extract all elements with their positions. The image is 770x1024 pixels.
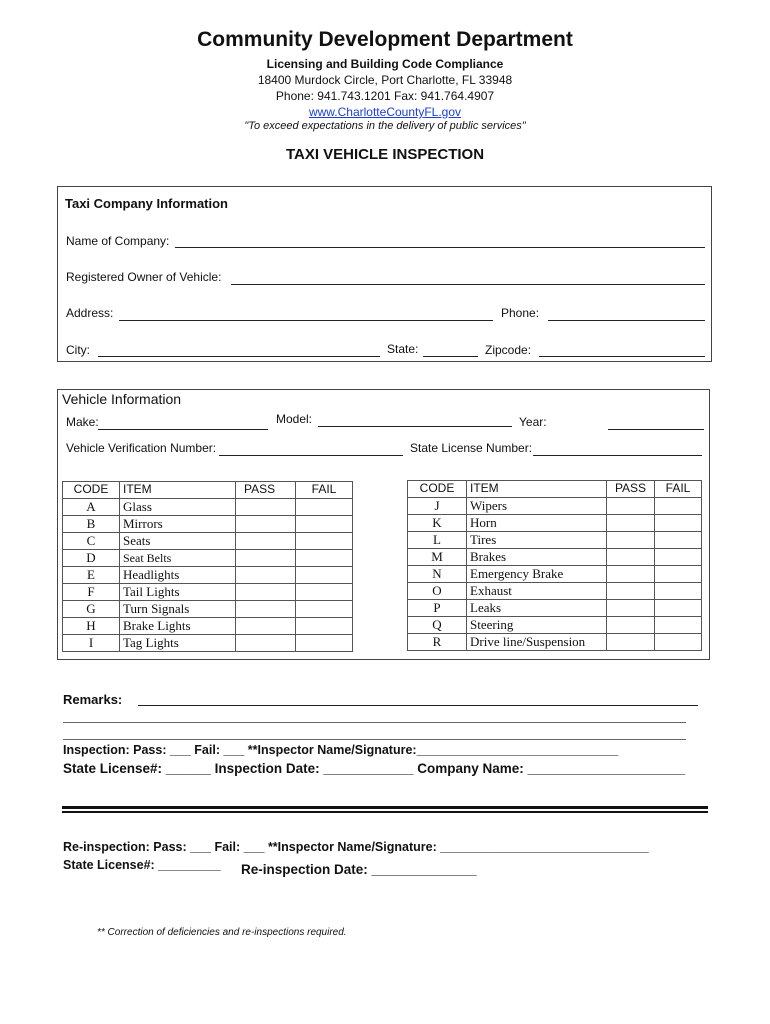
- model-label: Model:: [276, 412, 313, 426]
- item-name: Glass: [120, 499, 236, 516]
- pass-cell[interactable]: [607, 532, 655, 549]
- item-name: Turn Signals: [120, 601, 236, 618]
- item-code: D: [63, 550, 120, 567]
- phone-field[interactable]: [548, 320, 705, 321]
- pass-cell[interactable]: [236, 533, 296, 550]
- fail-cell[interactable]: [655, 600, 702, 617]
- phone-label: Phone:: [501, 306, 540, 320]
- item-name: Emergency Brake: [467, 566, 607, 583]
- city-label: City:: [66, 343, 90, 357]
- item-name: Drive line/Suspension: [467, 634, 607, 651]
- company-name-field[interactable]: [175, 247, 705, 248]
- owner-field[interactable]: [231, 284, 705, 285]
- fail-cell[interactable]: [296, 567, 353, 584]
- item-code: L: [408, 532, 467, 549]
- item-header: ITEM: [120, 482, 236, 499]
- footnote: ** Correction of deficiencies and re-inspections required.: [97, 927, 347, 938]
- fail-cell[interactable]: [296, 601, 353, 618]
- item-code: B: [63, 516, 120, 533]
- fail-cell[interactable]: [296, 499, 353, 516]
- pass-cell[interactable]: [607, 583, 655, 600]
- item-code: O: [408, 583, 467, 600]
- item-name: Headlights: [120, 567, 236, 584]
- fail-cell[interactable]: [655, 583, 702, 600]
- item-code: J: [408, 498, 467, 515]
- fail-cell[interactable]: [655, 566, 702, 583]
- address-label: Address:: [66, 306, 114, 320]
- pass-cell[interactable]: [236, 499, 296, 516]
- item-code: Q: [408, 617, 467, 634]
- fail-header: FAIL: [655, 481, 702, 498]
- vin-label: Vehicle Verification Number:: [66, 441, 217, 455]
- license-number-field[interactable]: [533, 455, 702, 456]
- company-name-label: Name of Company:: [66, 234, 170, 248]
- item-code: M: [408, 549, 467, 566]
- pass-cell[interactable]: [236, 567, 296, 584]
- item-code: N: [408, 566, 467, 583]
- address-field[interactable]: [119, 320, 493, 321]
- remarks-label: Remarks:: [63, 692, 123, 707]
- pass-cell[interactable]: [236, 550, 296, 567]
- pass-cell[interactable]: [607, 566, 655, 583]
- fail-cell[interactable]: [296, 635, 353, 652]
- inspection-table-right: [407, 480, 702, 651]
- remarks-line-3[interactable]: [63, 739, 686, 740]
- division-name: Licensing and Building Code Compliance: [266, 57, 504, 71]
- item-name: Leaks: [467, 600, 607, 617]
- item-name: Tires: [467, 532, 607, 549]
- inspection-table-left: [62, 481, 353, 652]
- item-name: Horn: [467, 515, 607, 532]
- office-address: 18400 Murdock Circle, Port Charlotte, FL 33948: [257, 73, 513, 87]
- pass-header: PASS: [607, 481, 655, 498]
- item-code: H: [63, 618, 120, 635]
- item-name: Brakes: [467, 549, 607, 566]
- pass-cell[interactable]: [607, 515, 655, 532]
- pass-cell[interactable]: [607, 617, 655, 634]
- reinspection-result-line[interactable]: Re-inspection: Pass: ___ Fail: ___ **Inspector Name/Signature: ______________________________: [63, 840, 649, 854]
- item-code: R: [408, 634, 467, 651]
- item-code: E: [63, 567, 120, 584]
- make-label: Make:: [66, 415, 99, 429]
- pass-cell[interactable]: [607, 634, 655, 651]
- inspection-details-line[interactable]: State License#: ______ Inspection Date: ____________ Company Name: _____________________: [63, 761, 686, 776]
- year-field[interactable]: [608, 429, 704, 430]
- pass-cell[interactable]: [236, 635, 296, 652]
- license-number-label: State License Number:: [410, 441, 533, 455]
- item-code: C: [63, 533, 120, 550]
- website-link[interactable]: www.CharlotteCountyFL.gov: [308, 105, 462, 119]
- pass-cell[interactable]: [607, 549, 655, 566]
- item-name: Mirrors: [120, 516, 236, 533]
- remarks-line-2[interactable]: [63, 722, 686, 723]
- item-name: Exhaust: [467, 583, 607, 600]
- item-name: Steering: [467, 617, 607, 634]
- state-label: State:: [387, 342, 419, 356]
- fail-cell[interactable]: [655, 515, 702, 532]
- item-code: A: [63, 499, 120, 516]
- item-name: Tag Lights: [120, 635, 236, 652]
- phone-fax: Phone: 941.743.1201 Fax: 941.764.4907: [275, 89, 495, 103]
- code-header: CODE: [63, 482, 120, 499]
- department-title: Community Development Department: [197, 28, 573, 51]
- zip-label: Zipcode:: [485, 343, 532, 357]
- vehicle-info-heading: Vehicle Information: [62, 391, 182, 407]
- item-code: I: [63, 635, 120, 652]
- item-name: Tail Lights: [120, 584, 236, 601]
- item-name: Wipers: [467, 498, 607, 515]
- fail-cell[interactable]: [655, 549, 702, 566]
- fail-cell[interactable]: [296, 550, 353, 567]
- item-code: K: [408, 515, 467, 532]
- fail-cell[interactable]: [296, 584, 353, 601]
- pass-cell[interactable]: [236, 516, 296, 533]
- fail-cell[interactable]: [655, 532, 702, 549]
- remarks-line-1[interactable]: [138, 705, 698, 706]
- item-code: P: [408, 600, 467, 617]
- make-field[interactable]: [98, 429, 268, 430]
- company-info-heading: Taxi Company Information: [65, 196, 228, 211]
- year-label: Year:: [519, 415, 547, 429]
- item-code: F: [63, 584, 120, 601]
- fail-cell[interactable]: [296, 618, 353, 635]
- fail-cell[interactable]: [655, 617, 702, 634]
- pass-cell[interactable]: [236, 601, 296, 618]
- item-name: Seat Belts: [120, 550, 236, 567]
- reinspection-license[interactable]: State License#: _________: [63, 858, 221, 872]
- inspection-result-line[interactable]: Inspection: Pass: ___ Fail: ___ **Inspector Name/Signature:_____________________________: [63, 743, 619, 757]
- item-header: ITEM: [467, 481, 607, 498]
- form-title: TAXI VEHICLE INSPECTION: [285, 146, 485, 163]
- code-header: CODE: [408, 481, 467, 498]
- item-name: Seats: [120, 533, 236, 550]
- city-field[interactable]: [98, 356, 380, 357]
- zip-field[interactable]: [539, 356, 705, 357]
- fail-cell[interactable]: [296, 533, 353, 550]
- section-divider: [62, 806, 708, 813]
- fail-cell[interactable]: [655, 634, 702, 651]
- model-field[interactable]: [318, 426, 512, 427]
- pass-cell[interactable]: [607, 600, 655, 617]
- fail-cell[interactable]: [296, 516, 353, 533]
- state-field[interactable]: [423, 356, 478, 357]
- fail-header: FAIL: [296, 482, 353, 499]
- item-code: G: [63, 601, 120, 618]
- pass-cell[interactable]: [607, 498, 655, 515]
- vin-field[interactable]: [219, 455, 403, 456]
- pass-header: PASS: [236, 482, 296, 499]
- motto: "To exceed expectations in the delivery of public services": [244, 120, 526, 132]
- fail-cell[interactable]: [655, 498, 702, 515]
- reinspection-date[interactable]: Re-inspection Date: ______________: [241, 862, 477, 877]
- owner-label: Registered Owner of Vehicle:: [66, 270, 222, 284]
- pass-cell[interactable]: [236, 618, 296, 635]
- pass-cell[interactable]: [236, 584, 296, 601]
- item-name: Brake Lights: [120, 618, 236, 635]
